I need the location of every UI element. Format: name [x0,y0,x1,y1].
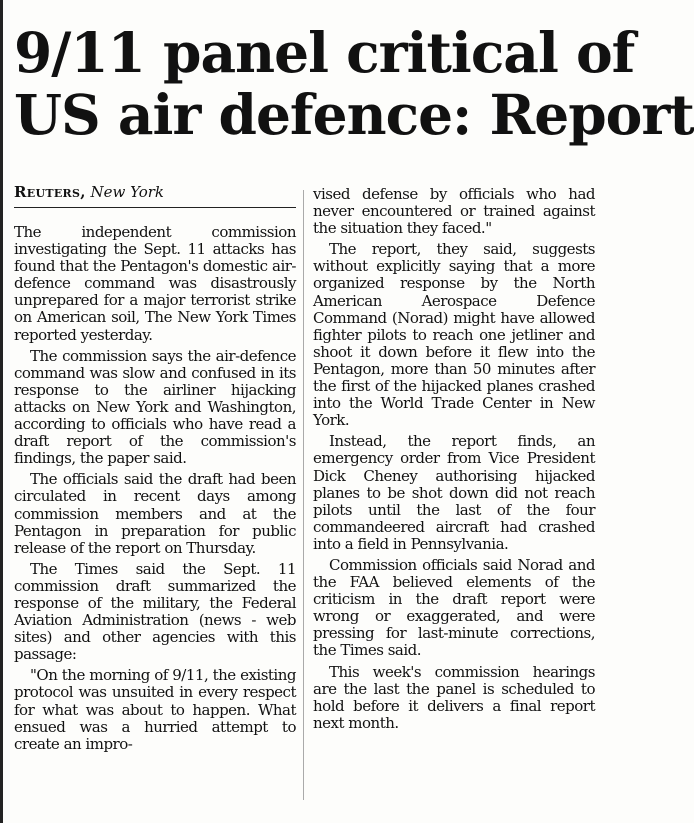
headline-line-2: US air defence: Report [14,82,694,147]
paragraph: vised defense by officials who had never encountered or trained against the situation they faced." [313,185,595,238]
paragraph: "On the morning of 9/11, the existing protocol was unsuited in every respect for what was about to happen. What ensued was a hurried attempt to create an impro- [14,666,296,753]
byline [14,182,296,202]
paragraph: The report, they said, suggests without explicitly saying that a more organized response by the North American Aerospace Defence Command (Norad) might have allowed fighter pilots to reach one jetliner and shoot it down before it flew into the Pentagon, more than 50 minutes after the first of the hijacked planes crashed into the World Trade Center in New York. [313,240,595,430]
paragraph: The Times said the Sept. 11 commission draft summarized the response of the military, the Federal Aviation Administration (news - web sites) and other agencies with this passage: [14,559,296,664]
byline-agency: Reuters, [14,183,86,201]
paragraph: The commission says the air-defence command was slow and confused in its response to the airliner hijacking attacks on New York and Washington, according to officials who have read a draft report of the commission's findings, the paper said. [14,346,296,468]
paragraph: The independent commission investigating the Sept. 11 attacks has found that the Pentagon's domestic air-defence command was disastrously unprepared for a major terrorist strike on American soil, The New York Times reported yesterday. [14,223,296,344]
column-divider [303,190,304,800]
paragraph: Commission officials said Norad and the FAA believed elements of the criticism in the draft report were wrong or exaggerated, and were pressing for last-minute corrections, the Times said. [313,555,595,660]
byline-block [14,182,296,208]
paragraph: This week's commission hearings are the last the panel is scheduled to hold before it delivers a final report next month. [313,662,595,732]
headline [14,20,694,147]
byline-location: New York [90,183,165,201]
article-column-left [14,224,296,757]
paragraph: The officials said the draft had been circulated in recent days among commission members and at the Pentagon in preparation for public release of the report on Thursday. [14,470,296,557]
article-column-right [313,186,595,736]
page-edge-rule [0,0,3,823]
headline-line-1: 9/11 panel critical of [14,20,635,85]
paragraph: Instead, the report finds, an emergency order from Vice President Dick Cheney authorising hijacked planes to be shot down did not reach pilots until the last of the four commandeered aircraft had crashed into a field in Pennsylvania. [313,432,595,553]
byline-rule [14,207,296,208]
